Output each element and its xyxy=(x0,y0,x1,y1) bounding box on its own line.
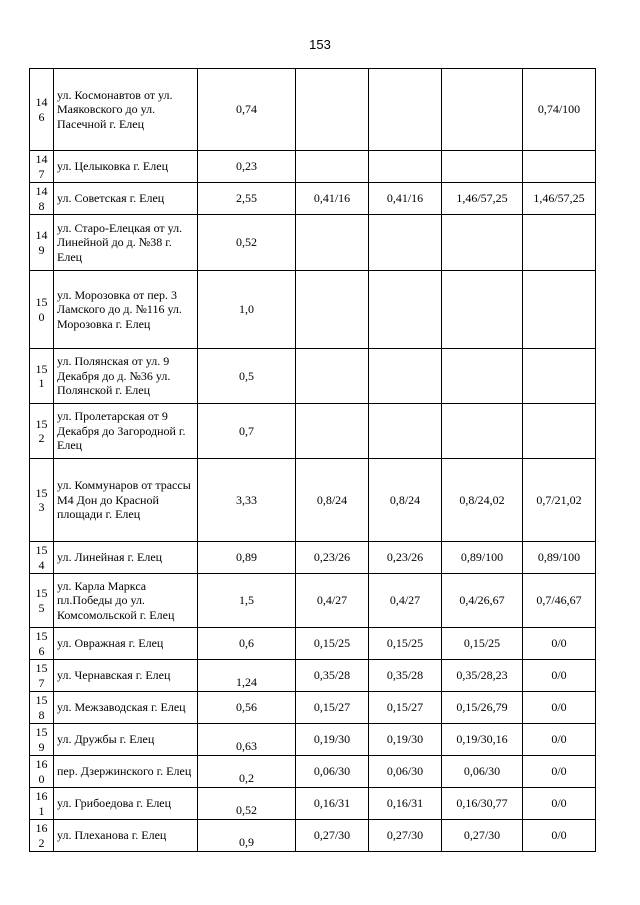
road-table xyxy=(29,68,596,852)
row-number-cell: 15 2 xyxy=(30,404,54,459)
street-name-cell: ул. Чернавская г. Елец xyxy=(54,660,198,692)
length-cell: 2,55 xyxy=(198,183,296,215)
value-2-cell xyxy=(369,215,442,271)
value-2-cell xyxy=(369,404,442,459)
value-4-cell xyxy=(523,404,596,459)
value-1-cell: 0,41/16 xyxy=(296,183,369,215)
row-number-cell: 15 7 xyxy=(30,660,54,692)
value-3-cell: 0,8/24,02 xyxy=(442,459,523,542)
value-3-cell xyxy=(442,271,523,349)
value-2-cell: 0,19/30 xyxy=(369,724,442,756)
value-4-cell: 0/0 xyxy=(523,628,596,660)
row-number-cell: 15 6 xyxy=(30,628,54,660)
length-cell: 0,74 xyxy=(198,69,296,151)
row-number-cell: 15 4 xyxy=(30,542,54,574)
length-cell: 0,52 xyxy=(198,215,296,271)
value-4-cell: 0,7/46,67 xyxy=(523,574,596,628)
length-cell: 0,9 xyxy=(198,820,296,852)
value-1-cell: 0,23/26 xyxy=(296,542,369,574)
row-number-cell: 16 0 xyxy=(30,756,54,788)
value-3-cell: 0,15/26,79 xyxy=(442,692,523,724)
value-1-cell: 0,4/27 xyxy=(296,574,369,628)
row-number-cell: 14 8 xyxy=(30,183,54,215)
value-1-cell: 0,06/30 xyxy=(296,756,369,788)
value-3-cell: 0,27/30 xyxy=(442,820,523,852)
table-row xyxy=(30,724,596,756)
table-row xyxy=(30,69,596,151)
table-row xyxy=(30,756,596,788)
table-row xyxy=(30,349,596,404)
street-name-cell: ул. Целыковка г. Елец xyxy=(54,151,198,183)
value-3-cell: 0,35/28,23 xyxy=(442,660,523,692)
value-4-cell xyxy=(523,349,596,404)
street-name-cell: ул. Полянская от ул. 9 Декабря до д. №36 ул. Полянской г. Елец xyxy=(54,349,198,404)
table-row xyxy=(30,692,596,724)
value-3-cell xyxy=(442,69,523,151)
table-row xyxy=(30,542,596,574)
row-number-cell: 15 3 xyxy=(30,459,54,542)
value-3-cell xyxy=(442,215,523,271)
row-number-cell: 16 1 xyxy=(30,788,54,820)
value-4-cell: 0/0 xyxy=(523,724,596,756)
value-4-cell: 0/0 xyxy=(523,660,596,692)
value-2-cell: 0,41/16 xyxy=(369,183,442,215)
length-cell: 3,33 xyxy=(198,459,296,542)
value-3-cell: 0,19/30,16 xyxy=(442,724,523,756)
value-2-cell: 0,4/27 xyxy=(369,574,442,628)
value-2-cell: 0,8/24 xyxy=(369,459,442,542)
value-3-cell: 1,46/57,25 xyxy=(442,183,523,215)
value-4-cell: 0/0 xyxy=(523,692,596,724)
length-cell: 0,2 xyxy=(198,756,296,788)
value-3-cell xyxy=(442,349,523,404)
value-2-cell: 0,15/27 xyxy=(369,692,442,724)
value-2-cell xyxy=(369,349,442,404)
table-row xyxy=(30,271,596,349)
table-row xyxy=(30,183,596,215)
length-cell: 1,0 xyxy=(198,271,296,349)
street-name-cell: ул. Плеханова г. Елец xyxy=(54,820,198,852)
street-name-cell: ул. Космонавтов от ул. Маяковского до ул. Пасечной г. Елец xyxy=(54,69,198,151)
street-name-cell: ул. Грибоедова г. Елец xyxy=(54,788,198,820)
row-number-cell: 15 5 xyxy=(30,574,54,628)
row-number-cell: 15 8 xyxy=(30,692,54,724)
value-4-cell: 0,7/21,02 xyxy=(523,459,596,542)
value-1-cell xyxy=(296,349,369,404)
value-1-cell: 0,15/25 xyxy=(296,628,369,660)
value-1-cell xyxy=(296,215,369,271)
table-body xyxy=(30,69,596,852)
length-cell: 0,63 xyxy=(198,724,296,756)
street-name-cell: ул. Пролетарская от 9 Декабря до Загородной г. Елец xyxy=(54,404,198,459)
length-cell: 1,24 xyxy=(198,660,296,692)
value-3-cell: 0,15/25 xyxy=(442,628,523,660)
value-3-cell: 0,16/30,77 xyxy=(442,788,523,820)
table-row xyxy=(30,788,596,820)
row-number-cell: 16 2 xyxy=(30,820,54,852)
length-cell: 1,5 xyxy=(198,574,296,628)
value-3-cell: 0,89/100 xyxy=(442,542,523,574)
value-4-cell: 0/0 xyxy=(523,820,596,852)
value-1-cell: 0,15/27 xyxy=(296,692,369,724)
value-2-cell: 0,23/26 xyxy=(369,542,442,574)
length-cell: 0,5 xyxy=(198,349,296,404)
value-1-cell: 0,35/28 xyxy=(296,660,369,692)
row-number-cell: 15 9 xyxy=(30,724,54,756)
street-name-cell: ул. Морозовка от пер. 3 Ламского до д. №116 ул. Морозовка г. Елец xyxy=(54,271,198,349)
value-1-cell xyxy=(296,404,369,459)
street-name-cell: ул. Советская г. Елец xyxy=(54,183,198,215)
table-row xyxy=(30,574,596,628)
length-cell: 0,52 xyxy=(198,788,296,820)
value-3-cell xyxy=(442,404,523,459)
value-3-cell: 0,4/26,67 xyxy=(442,574,523,628)
table-row xyxy=(30,820,596,852)
value-2-cell: 0,27/30 xyxy=(369,820,442,852)
street-name-cell: ул. Карла Маркса пл.Победы до ул. Комсомольской г. Елец xyxy=(54,574,198,628)
value-2-cell: 0,06/30 xyxy=(369,756,442,788)
value-4-cell xyxy=(523,215,596,271)
street-name-cell: ул. Овражная г. Елец xyxy=(54,628,198,660)
length-cell: 0,56 xyxy=(198,692,296,724)
value-2-cell: 0,15/25 xyxy=(369,628,442,660)
value-1-cell: 0,16/31 xyxy=(296,788,369,820)
value-4-cell: 0,89/100 xyxy=(523,542,596,574)
row-number-cell: 14 9 xyxy=(30,215,54,271)
table-row xyxy=(30,660,596,692)
street-name-cell: ул. Коммунаров от трассы М4 Дон до Красной площади г. Елец xyxy=(54,459,198,542)
value-2-cell: 0,16/31 xyxy=(369,788,442,820)
value-4-cell xyxy=(523,271,596,349)
street-name-cell: пер. Дзержинского г. Елец xyxy=(54,756,198,788)
street-name-cell: ул. Межзаводская г. Елец xyxy=(54,692,198,724)
length-cell: 0,7 xyxy=(198,404,296,459)
table-row xyxy=(30,404,596,459)
row-number-cell: 14 6 xyxy=(30,69,54,151)
value-1-cell xyxy=(296,69,369,151)
table-row xyxy=(30,628,596,660)
value-2-cell: 0,35/28 xyxy=(369,660,442,692)
row-number-cell: 15 1 xyxy=(30,349,54,404)
value-2-cell xyxy=(369,271,442,349)
value-3-cell xyxy=(442,151,523,183)
length-cell: 0,89 xyxy=(198,542,296,574)
value-4-cell: 1,46/57,25 xyxy=(523,183,596,215)
street-name-cell: ул. Старо-Елецкая от ул. Линейной до д. №38 г. Елец xyxy=(54,215,198,271)
value-3-cell: 0,06/30 xyxy=(442,756,523,788)
row-number-cell: 15 0 xyxy=(30,271,54,349)
street-name-cell: ул. Дружбы г. Елец xyxy=(54,724,198,756)
page-number: 153 xyxy=(309,37,331,52)
value-1-cell xyxy=(296,271,369,349)
value-1-cell xyxy=(296,151,369,183)
row-number-cell: 14 7 xyxy=(30,151,54,183)
value-2-cell xyxy=(369,151,442,183)
table-row xyxy=(30,459,596,542)
table-row xyxy=(30,215,596,271)
value-4-cell: 0/0 xyxy=(523,756,596,788)
value-2-cell xyxy=(369,69,442,151)
value-1-cell: 0,27/30 xyxy=(296,820,369,852)
length-cell: 0,6 xyxy=(198,628,296,660)
table-row xyxy=(30,151,596,183)
value-4-cell: 0,74/100 xyxy=(523,69,596,151)
length-cell: 0,23 xyxy=(198,151,296,183)
value-4-cell: 0/0 xyxy=(523,788,596,820)
value-4-cell xyxy=(523,151,596,183)
street-name-cell: ул. Линейная г. Елец xyxy=(54,542,198,574)
value-1-cell: 0,19/30 xyxy=(296,724,369,756)
value-1-cell: 0,8/24 xyxy=(296,459,369,542)
